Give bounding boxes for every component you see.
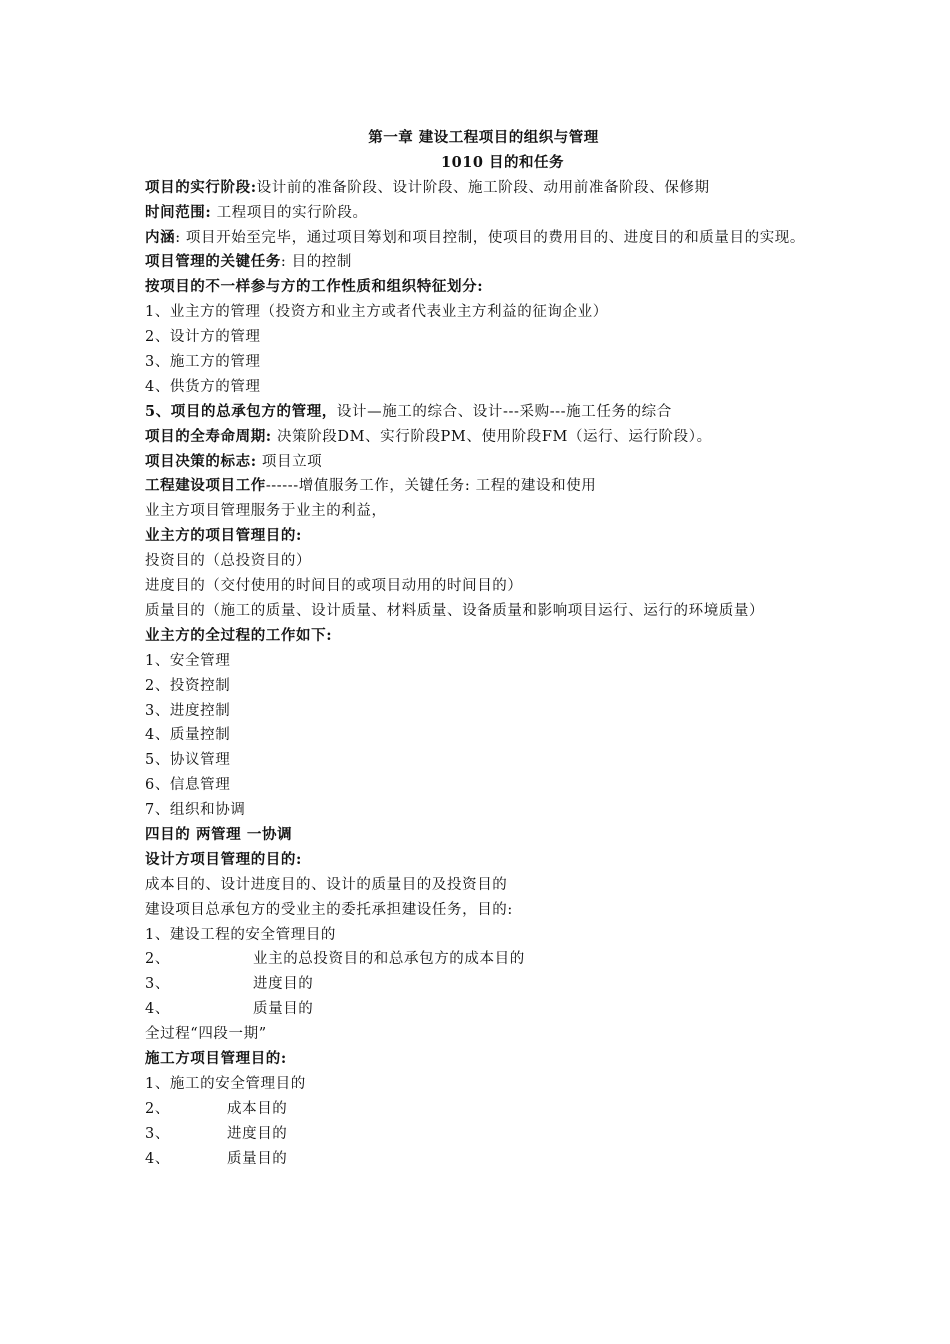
term: 项目的实行阶段: bbox=[145, 178, 257, 196]
list-item: 4、质量控制 bbox=[145, 727, 231, 744]
list-item: 3、施工方的管理 bbox=[145, 354, 261, 371]
document-body bbox=[145, 126, 815, 1171]
definition: : 目的控制 bbox=[280, 254, 353, 271]
list-text: 质量目的 bbox=[227, 1150, 288, 1167]
list-number: 3、 bbox=[145, 1125, 170, 1142]
subheading: 设计方项目管理的目的: bbox=[145, 850, 302, 868]
list-text: 进度目的 bbox=[253, 976, 314, 993]
list-number: 4、 bbox=[145, 1001, 170, 1018]
term: 项目决策的标志: bbox=[145, 452, 257, 470]
list-text: 成本目的 bbox=[227, 1100, 288, 1117]
subheading: 按项目的不一样参与方的工作性质和组织特征划分: bbox=[145, 278, 484, 296]
list-item bbox=[145, 400, 815, 425]
list-text: 进度目的 bbox=[227, 1125, 288, 1142]
paragraph bbox=[145, 450, 815, 475]
term: 时间范围: bbox=[145, 203, 212, 221]
list-item: 4、供货方的管理 bbox=[145, 378, 261, 395]
paragraph bbox=[145, 176, 815, 201]
list-item: 1、业主方的管理（投资方和业主方或者代表业主方利益的征询企业） bbox=[145, 304, 608, 321]
definition: ------增值服务工作，关键任务: 工程的建设和使用 bbox=[265, 478, 597, 495]
definition: 项目立项 bbox=[256, 453, 323, 470]
paragraph bbox=[145, 425, 815, 450]
list-item: 质量目的（施工的质量、设计质量、材料质量、设备质量和影响项目运行、运行的环境质量） bbox=[145, 602, 765, 619]
subheading: 四目的 两管理 一协调 bbox=[145, 825, 293, 843]
subheading: 施工方项目管理目的: bbox=[145, 1049, 287, 1067]
list-number: 3、 bbox=[145, 976, 170, 993]
list-item: 1、安全管理 bbox=[145, 652, 231, 669]
list-item: 7、组织和协调 bbox=[145, 802, 246, 819]
list-item bbox=[145, 947, 815, 972]
list-item: 3、进度控制 bbox=[145, 702, 231, 719]
definition: : 项目开始至完毕，通过项目筹划和项目控制，使项目的费用目的、进度目的和质量目的实现。 bbox=[175, 229, 805, 246]
subheading: 业主方的全过程的工作如下: bbox=[145, 626, 333, 644]
paragraph: 成本目的、设计进度目的、设计的质量目的及投资目的 bbox=[145, 876, 508, 893]
term: 项目的全寿命周期: bbox=[145, 427, 272, 445]
definition: 决策阶段DM、实行阶段PM、使用阶段FM（运行、运行阶段）。 bbox=[271, 428, 712, 445]
list-number: 2、 bbox=[145, 1100, 170, 1117]
list-text: 质量目的 bbox=[253, 1001, 314, 1018]
list-item: 5、协议管理 bbox=[145, 752, 231, 769]
list-item: 6、信息管理 bbox=[145, 777, 231, 794]
term: 内涵 bbox=[145, 228, 176, 246]
list-item: 1、施工的安全管理目的 bbox=[145, 1075, 306, 1092]
paragraph bbox=[145, 474, 815, 499]
definition: 工程项目的实行阶段。 bbox=[211, 204, 368, 221]
subheading: 业主方的项目管理目的: bbox=[145, 527, 302, 545]
paragraph: 业主方项目管理服务于业主的利益， bbox=[145, 503, 387, 520]
list-item bbox=[145, 1097, 815, 1122]
list-item: 进度目的（交付使用的时间目的或项目动用的时间目的） bbox=[145, 578, 523, 595]
list-item bbox=[145, 997, 815, 1022]
paragraph bbox=[145, 226, 815, 251]
definition: 设计前的准备阶段、设计阶段、施工阶段、动用前准备阶段、保修期 bbox=[256, 179, 710, 196]
list-item: 2、设计方的管理 bbox=[145, 329, 261, 346]
term: 项目管理的关键任务 bbox=[145, 253, 281, 271]
list-number: 2、 bbox=[145, 951, 170, 968]
list-text: 业主的总投资目的和总承包方的成本目的 bbox=[253, 951, 525, 968]
definition: 设计—施工的综合、设计---采购---施工任务的综合 bbox=[336, 403, 672, 420]
term: 5、项目的总承包方的管理， bbox=[145, 402, 337, 420]
paragraph bbox=[145, 201, 815, 226]
list-item bbox=[145, 972, 815, 997]
list-item: 2、投资控制 bbox=[145, 677, 231, 694]
paragraph bbox=[145, 250, 815, 275]
list-item: 1、建设工程的安全管理目的 bbox=[145, 926, 337, 943]
list-item bbox=[145, 1122, 815, 1147]
paragraph: 建设项目总承包方的受业主的委托承担建设任务，目的: bbox=[145, 901, 513, 918]
term: 工程建设项目工作 bbox=[145, 477, 266, 495]
chapter-title: 第一章 建设工程项目的组织与管理 bbox=[368, 129, 599, 146]
list-item: 投资目的（总投资目的） bbox=[145, 553, 312, 570]
paragraph: 全过程“四段一期” bbox=[145, 1026, 267, 1043]
section-title: 1010 目的和任务 bbox=[441, 153, 564, 171]
list-item bbox=[145, 1147, 815, 1172]
list-number: 4、 bbox=[145, 1150, 170, 1167]
